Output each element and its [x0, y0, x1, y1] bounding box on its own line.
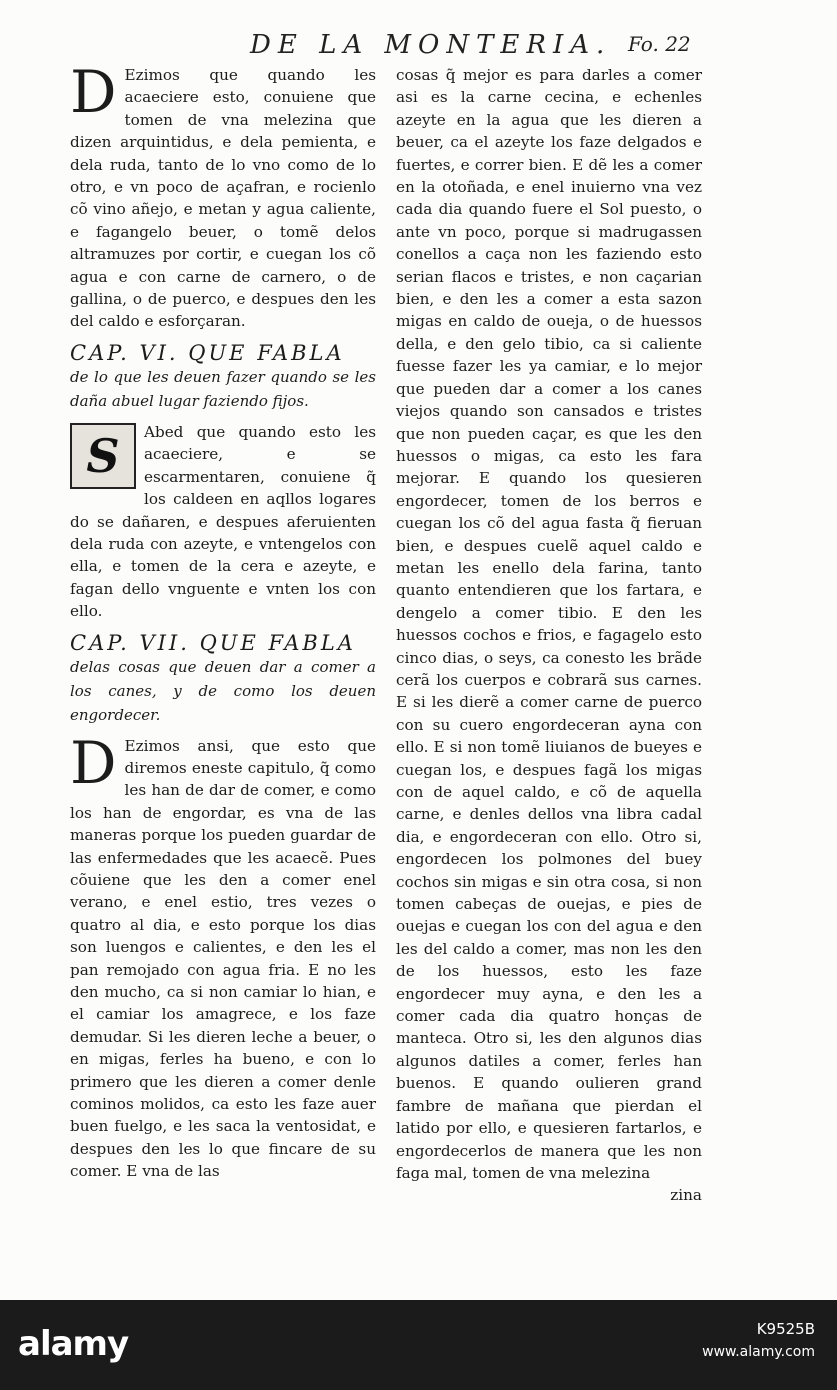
paragraph-3 [70, 728, 376, 1183]
catchword: zina [670, 1186, 702, 1205]
drop-cap: D [70, 58, 117, 126]
alamy-logo: alamy [18, 1324, 129, 1364]
paragraph-2 [70, 421, 376, 623]
paragraph-continuation: cosas q̃ mejor es para darles a comer asi es la carne cecina, e echenles azeyte en la agua que les dieren a beuer, ca el azeyte los faze delgados e fuertes, e correr bien. E dẽ les a comer en la otoñada, e enel inuierno vna vez cada dia quando fuere el Sol puesto, o ante vn poco, porque si madrugassen conellos a caça non les faziendo esto serian flacos e tristes, e non caçarian bien, e den les a comer a esta sazon migas en caldo de oueja, o de huessos della, e den gelo tibio, ca si caliente fuesse fazer les ya camiar, e lo mejor que pueden dar a comer a los canes viejos quando son cansados e tristes que non pueden caçar, es que les den huessos o migas, ca esto les fara mejorar. E quando los quesieren engordecer, tomen de los berros e cuegan los cõ del agua fasta q̃ fieruan bien, e despues cuelẽ aquel caldo e metan les enello dela farina, tanto quanto entendieren que los fartara, e dengelo a comer tibio. E den les huessos cochos e frios, e fagagelo esto cinco dias, o seys, ca conesto les brãde cerã los cuerpos e cobrarã sus carnes. E si les dierẽ a comer carne de puerco con su cuero engordeceran ayna con ello. E si non tomẽ liuianos de bueyes e cuegan los, e despues fagã los migas con de aquel caldo, e cõ de aquella carne, e denles dellos vna libra cadal dia, e engordeceran con ello. Otro si, engordecen los polmones del buey cochos sin migas e sin otra cosa, si non tomen cabeças de ouejas, e pies de ouejas e cuegan los con del agua e den les del caldo a comer, mas non les den de los huessos, esto les faze engordecer muy ayna, e den les a comer cada dia quatro honças de manteca. Otro si, les den algunos dias algunos datiles a comer, ferles han buenos. E quando oulieren grand fambre de mañana que pierdan el latido por ello, e quesieren fartarlos, e engordecerlos de manera que les non faga mal, tomen de vna melezina [396, 66, 702, 1182]
paragraph-text: Abed que quando esto les acaeciere, e se escarmentaren, conuiene q̃ los caldeen en aqllos logares do se dañaren, e despues aferuienten dela ruda con azeyte, e vntengelos con ella, e tomen de la cera e azeyte, e fagan dello vnguente e vnten los con ello. [70, 422, 376, 621]
running-title: DE LA MONTERIA. [250, 30, 612, 60]
right-column [396, 64, 702, 1207]
paragraph-text: Ezimos ansi, que esto que diremos eneste capitulo, q̃ como les han de dar de comer, e como los han de engordar, es vna de las maneras porque los pueden guardar de las enfermedades que les acaecẽ. Pues cõuiene que les den a comer enel verano, e enel estio, tres vezes o quatro al dia, e esto porque los dias son luengos e calientes, e den les el pan remojado con agua fria. E no les den mucho, ca si non camiar lo hian, e el camiar los amagrece, e los faze demudar. Si les dieren leche a beuer, o en migas, ferles ha bueno, e con lo primero que les dieren a comer denle cominos molidos, ca esto les faze auer buen fuelgo, e les saca la ventosidat, e despues den les lo que fincare de su comer. E vna de las [70, 736, 376, 1181]
chapter-subtitle: de lo que les deuen fazer quando se les daña abuel lugar faziendo fijos. [70, 367, 376, 410]
paragraph-text: Ezimos que quando les acaeciere esto, conuiene que tomen de vna melezina que dizen arquintidus, e dela pemienta, e dela ruda, tanto de lo vno como de lo otro, e vn poco de açafran, e rocienlo cõ vino añejo, e metan y agua caliente, e fagangelo beuer, o tomẽ delos altramuzes por cortir, e cuegan los cõ agua e con carne de carnero, o de gallina, o de puerco, e despues den les del caldo e esforçaran. [70, 66, 376, 331]
chapter-6-heading [70, 341, 376, 413]
folio-number: Fo. 22 [628, 32, 691, 56]
page-header [0, 30, 837, 64]
chapter-title: CAP. VI. QUE FABLA [70, 340, 345, 365]
image-id: K9525B [756, 1320, 815, 1338]
ornate-initial-s: S [70, 423, 136, 489]
chapter-title: CAP. VII. QUE FABLA [70, 630, 356, 655]
chapter-7-heading [70, 631, 376, 727]
chapter-subtitle: delas cosas que deuen dar a comer a los canes, y de como los deuen engordecer. [70, 657, 376, 724]
image-meta [702, 1320, 815, 1360]
site-url[interactable]: www.alamy.com [702, 1344, 815, 1360]
watermark-footer [0, 1300, 837, 1390]
left-column [70, 58, 376, 1183]
drop-cap: D [70, 728, 117, 797]
paragraph-1 [70, 58, 376, 333]
